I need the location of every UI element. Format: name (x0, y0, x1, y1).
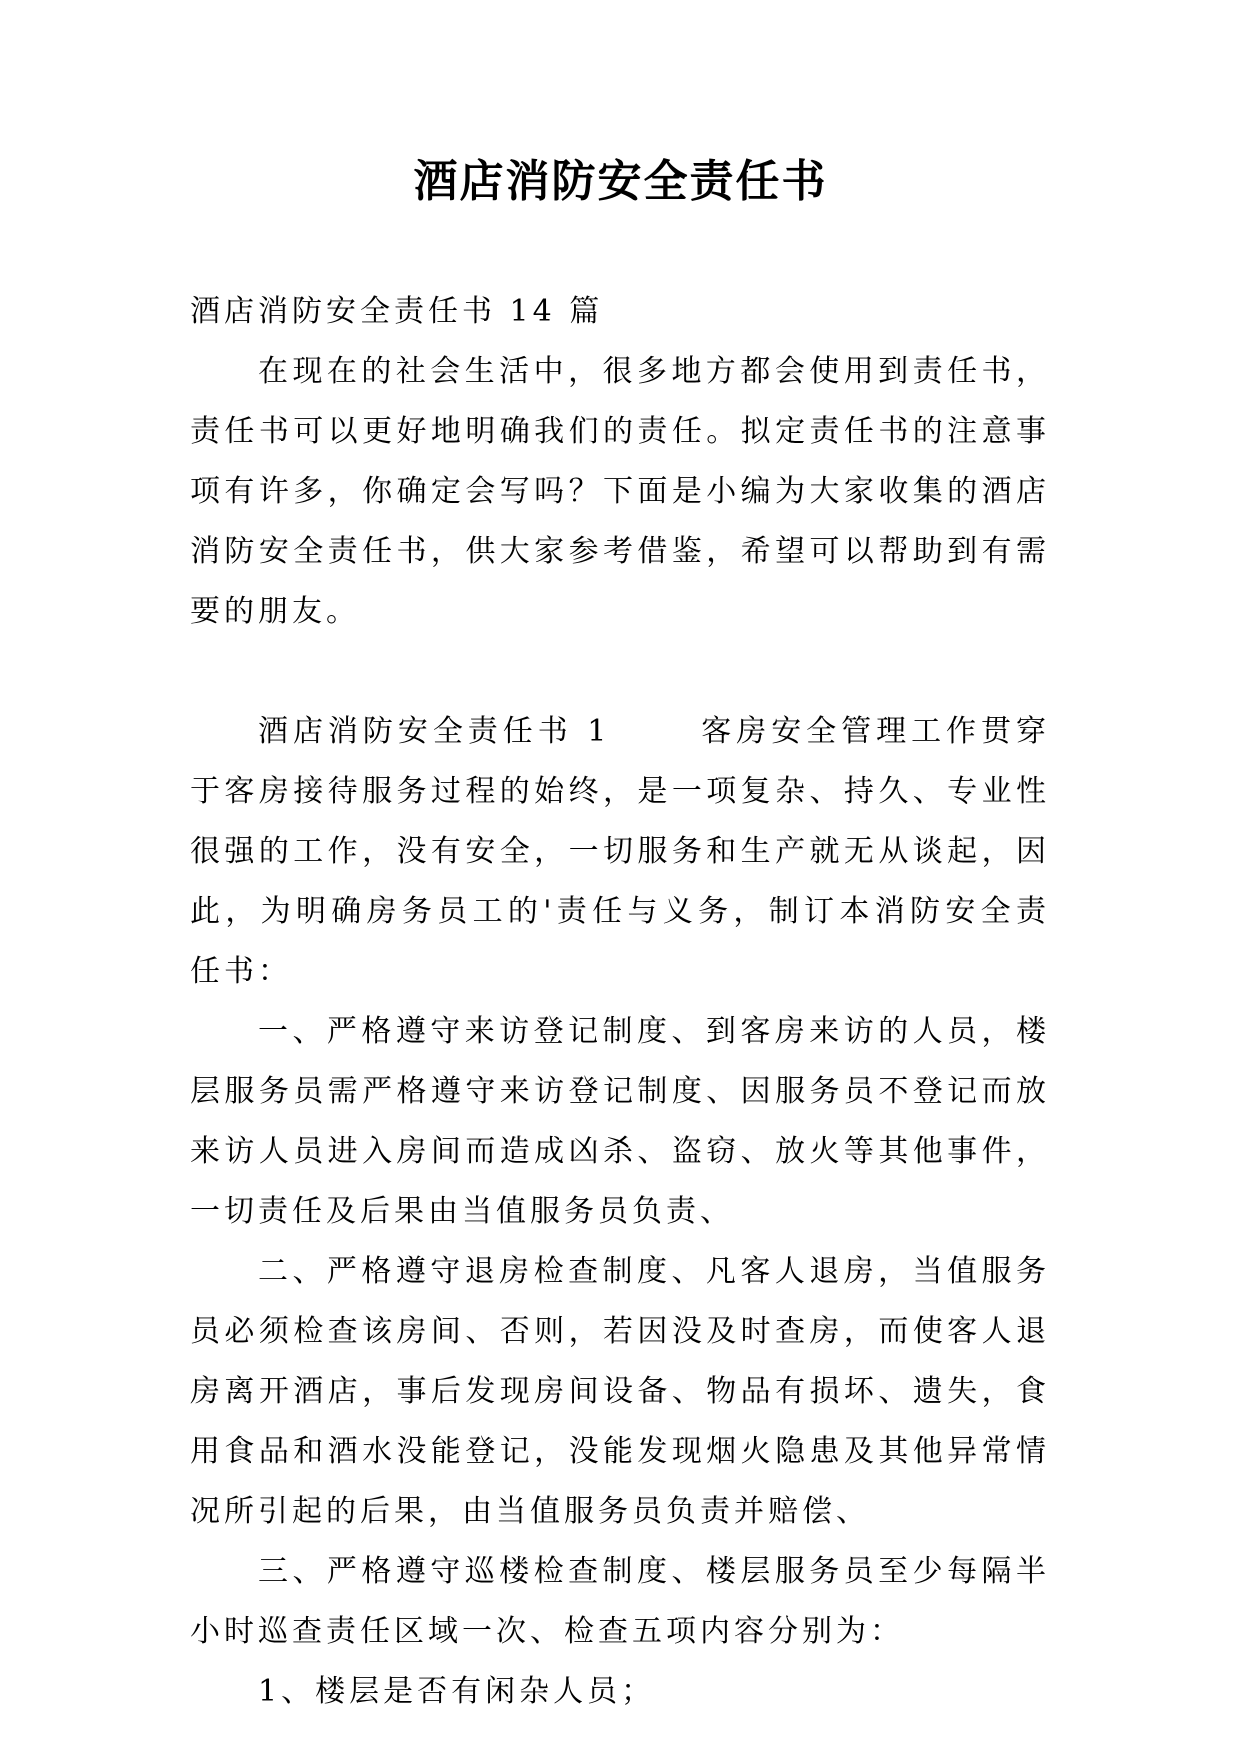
section-paragraph (190, 702, 1050, 1002)
document-title: 酒店消防安全责任书 (413, 156, 828, 207)
clause-2: 二、严格遵守退房检查制度、凡客人退房，当值服务员必须检查该房间、否则，若因没及时查房，而使客人退房离开酒店，事后发现房间设备、物品有损坏、遗失，食用食品和酒水没能登记，没能发现烟火隐患及其他异常情况所引起的后果，由当值服务员负责并赔偿、 (190, 1254, 1050, 1529)
clause-1: 一、严格遵守来访登记制度、到客房来访的人员，楼层服务员需严格遵守来访登记制度、因服务员不登记而放来访人员进入房间而造成凶杀、盗窃、放火等其他事件，一切责任及后果由当值服务员负责、 (190, 1014, 1050, 1229)
document-body (190, 282, 1050, 1722)
section-heading: 酒店消防安全责任书 1 (258, 714, 611, 749)
intro-paragraph: 在现在的社会生活中，很多地方都会使用到责任书，责任书可以更好地明确我们的责任。拟定责任书的注意事项有许多，你确定会写吗？下面是小编为大家收集的酒店消防安全责任书，供大家参考借鉴，希望可以帮助到有需要的朋友。 (190, 354, 1050, 629)
document-subtitle: 酒店消防安全责任书 14 篇 (190, 294, 604, 329)
list-item-1: 1、楼层是否有闲杂人员； (258, 1674, 656, 1709)
section-intro: 客房安全管理工作贯穿于客房接待服务过程的始终，是一项复杂、持久、专业性很强的工作，没有安全，一切服务和生产就无从谈起，因此，为明确房务员工的'责任与义务，制订本消防安全责任书： (190, 714, 1050, 989)
clause-3: 三、严格遵守巡楼检查制度、楼层服务员至少每隔半小时巡查责任区域一次、检查五项内容分别为： (190, 1554, 1050, 1649)
